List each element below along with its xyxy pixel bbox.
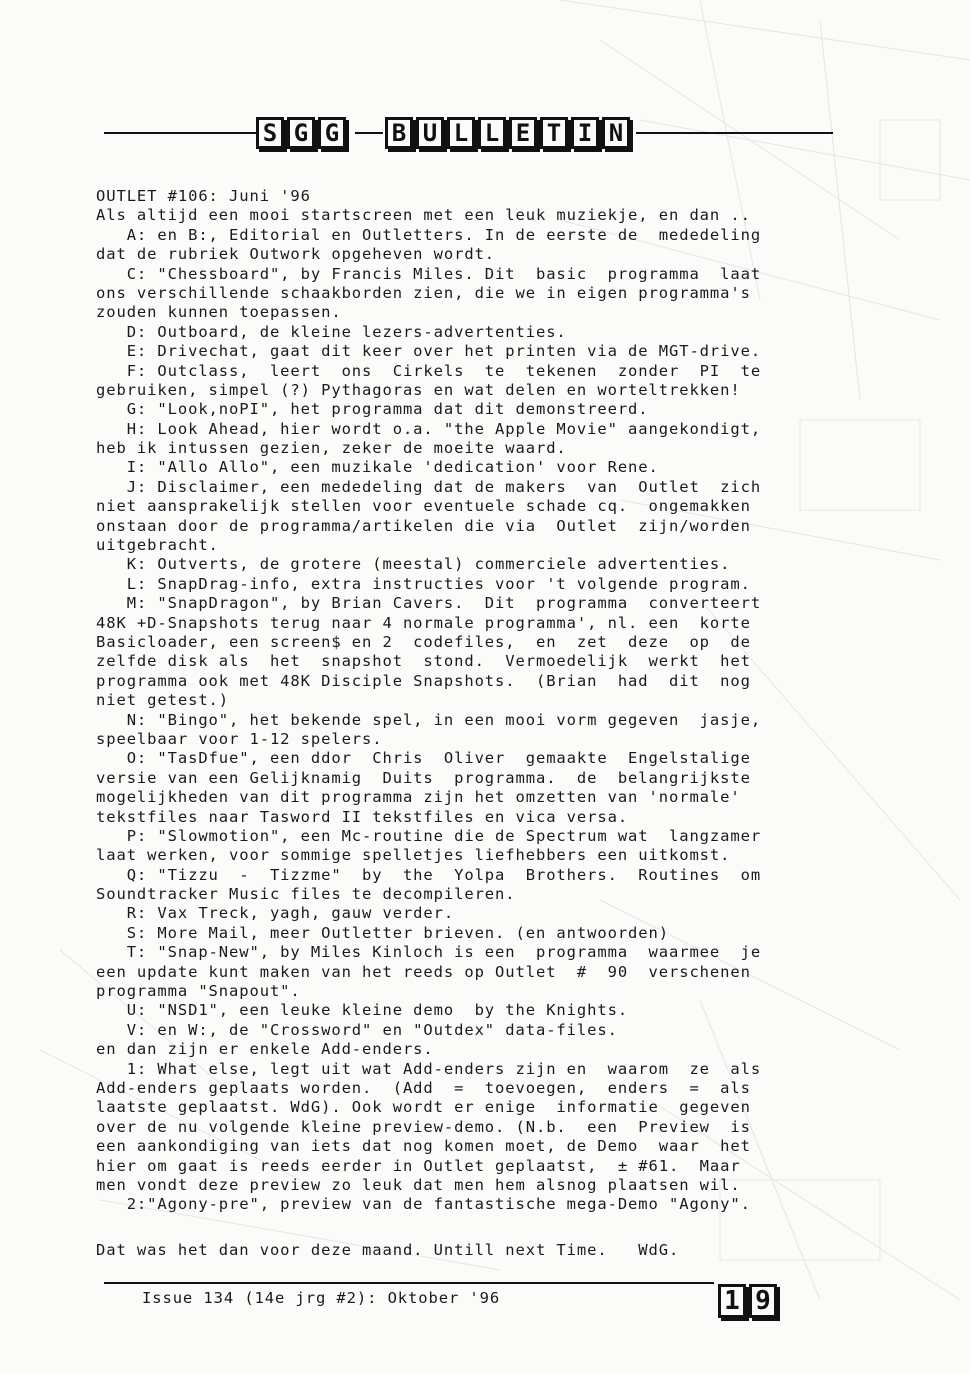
header-letter-tile: U [416,117,444,149]
body-line: programma ook met 48K Disciple Snapshots. (Brian had dit nog [96,671,751,690]
body-line: T: "Snap-New", by Miles Kinloch is een programma waarmee je [96,943,762,962]
body-line: dat de rubriek Outwork opgeheven wordt. [96,245,496,264]
body-line: OUTLET #106: Juni '96 [96,187,311,205]
body-line: versie van een Gelijknamig Duits programma. de belangrijkste [96,768,751,787]
body-line: niet getest.) [96,691,230,710]
header-letter-tile: L [447,117,475,149]
header-sgg-word [256,117,346,149]
body-line: uitgebracht. [96,536,219,555]
body-line: niet aansprakelijk stellen voor eventuele schade cq. ongemakken [96,497,751,516]
body-line: heb ik intussen gezien, zeker de moeite waard. [96,439,567,458]
body-line: M: "SnapDragon", by Brian Cavers. Dit programma converteert [96,594,762,613]
header-rule-middle [355,132,383,134]
header-letter-tile: S [256,117,284,149]
footer-rule [104,1282,714,1284]
body-line: laatste geplaatst. WdG). Ook wordt er enige informatie gegeven [96,1098,751,1117]
body-line: Soundtracker Music files te decompileren. [96,885,516,904]
header-rule-left [104,132,256,134]
body-line: zelfde disk als het snapshot stond. Vermoedelijk werkt het [96,652,751,671]
article-body [96,187,844,1215]
body-line: onstaan door de programma/artikelen die via Outlet zijn/worden [96,516,751,535]
signoff-line: Dat was het dan voor deze maand. Untill next Time. WdG. [96,1241,680,1259]
header-letter-tile: T [540,117,568,149]
body-line: F: Outclass, leert ons Cirkels te tekenen zonder PI te [96,361,762,380]
body-line: N: "Bingo", het bekende spel, in een mooi vorm gegeven jasje, [96,710,762,729]
body-line: E: Drivechat, gaat dit keer over het printen via de MGT-drive. [96,342,762,361]
body-line: L: SnapDrag-info, extra instructies voor 't volgende program. [96,574,751,593]
body-line: en dan zijn er enkele Add-enders. [96,1040,434,1059]
body-line: U: "NSD1", een leuke kleine demo by the Knights. [96,1001,629,1020]
page-number-digit: 1 [718,1284,746,1318]
header-letter-tile: B [385,117,413,149]
body-line: G: "Look,noPI", het programma dat dit demonstreerd. [96,400,649,419]
body-line: J: Disclaimer, een mededeling dat de makers van Outlet zich [96,477,762,496]
body-line: 48K +D-Snapshots terug naar 4 normale programma', nl. een korte [96,613,751,632]
body-line: hier om gaat is reeds eerder in Outlet geplaatst, ± #61. Maar [96,1156,741,1175]
body-line: programma "Snapout". [96,982,301,1001]
header-rule-right [636,132,833,134]
header-letter-tile: N [602,117,630,149]
body-line: Add-enders geplaats worden. (Add = toevoegen, enders = als [96,1078,751,1097]
body-line: 1: What else, legt uit wat Add-enders zijn en waarom ze als [96,1059,762,1078]
body-line: men vondt deze preview zo leuk dat men hem alsnog plaatsen wil. [96,1175,741,1194]
body-line: tekstfiles naar Tasword II tekstfiles en vica versa. [96,807,629,826]
body-line: Als altijd een mooi startscreen met een leuk muziekje, en dan .. [96,206,751,225]
body-line: ons verschillende schaakborden zien, die we in eigen programma's [96,283,751,302]
body-line: S: More Mail, meer Outletter brieven. (en antwoorden) [96,923,669,942]
body-line: H: Look Ahead, hier wordt o.a. "the Apple Movie" aangekondigt, [96,419,762,438]
page-number [718,1284,777,1318]
body-line: C: "Chessboard", by Francis Miles. Dit basic programma laat [96,264,762,283]
header-bulletin-word [385,117,630,149]
body-line: R: Vax Treck, yagh, gauw verder. [96,904,455,923]
body-line: I: "Allo Allo", een muzikale 'dedication' voor Rene. [96,458,659,477]
body-line: over de nu volgende kleine preview-demo. (N.b. een Preview is [96,1117,751,1136]
header-letter-tile: I [571,117,599,149]
body-line: een aankondiging van iets dat nog komen moet, de Demo waar het [96,1137,751,1156]
body-line: Q: "Tizzu - Tizzme" by the Yolpa Brothers. Routines om [96,865,762,884]
body-line: speelbaar voor 1-12 spelers. [96,729,383,748]
body-line: P: "Slowmotion", een Mc-routine die de Spectrum wat langzamer [96,826,762,845]
issue-info: Issue 134 (14e jrg #2): Oktober '96 [142,1289,501,1307]
body-line: 2:"Agony-pre", preview van de fantastische mega-Demo "Agony". [96,1195,751,1214]
body-line: Basicloader, een screen$ en 2 codefiles, en zet deze op de [96,632,751,651]
header-letter-tile: G [318,117,346,149]
header-letter-tile: G [287,117,315,149]
body-line: mogelijkheden van dit programma zijn het omzetten van 'normale' [96,788,741,807]
body-line: V: en W:, de "Crossword" en "Outdex" data-files. [96,1020,618,1039]
header-letter-tile: L [478,117,506,149]
body-line: D: Outboard, de kleine lezers-advertenties. [96,322,567,341]
body-line: K: Outverts, de grotere (meestal) commerciele advertenties. [96,555,731,574]
body-line: laat werken, voor sommige spelletjes liefhebbers een uitkomst. [96,846,731,865]
header-letter-tile: E [509,117,537,149]
body-line: gebruiken, simpel (?) Pythagoras en wat delen en worteltrekken! [96,380,741,399]
body-line: een update kunt maken van het reeds op Outlet # 90 verschenen [96,962,751,981]
body-line: zouden kunnen toepassen. [96,303,342,322]
body-line: A: en B:, Editorial en Outletters. In de eerste de mededeling [96,225,762,244]
page-number-digit: 9 [749,1284,777,1318]
body-line: O: "TasDfue", een ddor Chris Oliver gemaakte Engelstalige [96,749,751,768]
